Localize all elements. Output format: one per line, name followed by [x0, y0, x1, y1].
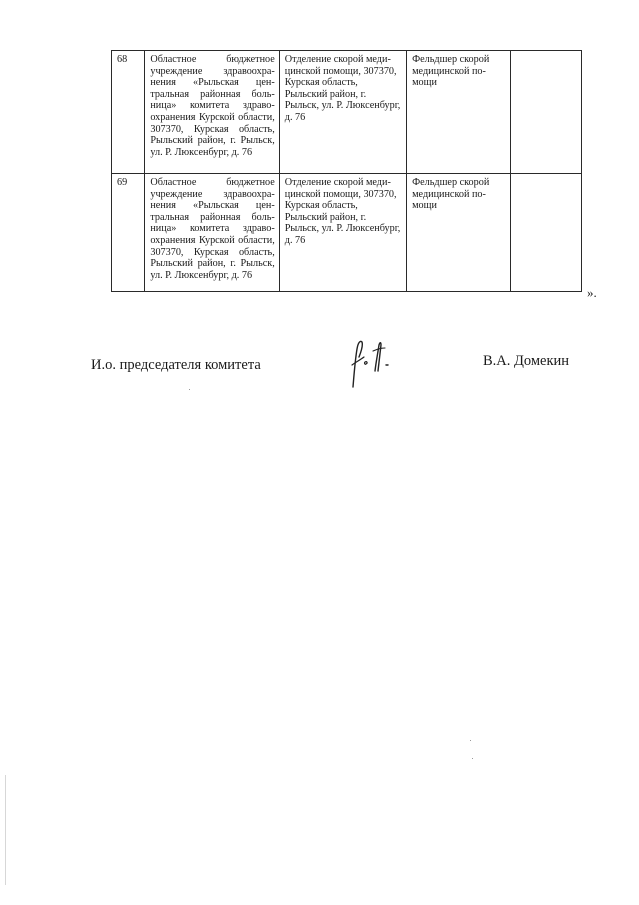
closing-quote: ». — [587, 285, 597, 300]
scan-speck — [472, 758, 473, 759]
row-number: 69 — [112, 174, 145, 292]
organization-cell: Областное бюджетное учреждение здравоохранения «Рыльская центральная районная больница» комитета здравоохранения Курской области, 307370, Курская область, Рыльский район, г. Рыльск, ул. Р. Люксенбург, д. 76 — [145, 51, 279, 174]
signature-icon — [342, 335, 404, 391]
position-cell: Фельдшер скорой медицинской помощи — [407, 51, 511, 174]
department-cell: Отделение скорой медицинской помощи, 307370, Курская область, Рыльский район, г. Рыльск, ул. Р. Люксенбург, д. 76 — [279, 51, 406, 174]
scan-speck — [189, 389, 190, 390]
organization-cell: Областное бюджетное учреждение здравоохранения «Рыльская центральная районная больница» комитета здравоохранения Курской области, 307370, Курская область, Рыльский район, г. Рыльск, ул. Р. Люксенбург, д. 76 — [145, 174, 279, 292]
empty-cell — [511, 174, 582, 292]
scan-edge-line — [5, 775, 6, 885]
signatory-title: И.о. председателя комитета — [91, 357, 261, 373]
signatory-name: В.А. Домекин — [483, 353, 570, 369]
scan-speck — [470, 740, 471, 741]
department-cell: Отделение скорой медицинской помощи, 307370, Курская область, Рыльский район, г. Рыльск, ул. Р. Люксенбург, д. 76 — [279, 174, 406, 292]
document-table — [111, 50, 582, 292]
position-cell: Фельдшер скорой медицинской помощи — [407, 174, 511, 292]
empty-cell — [511, 51, 582, 174]
row-number: 68 — [112, 51, 145, 174]
table-row — [112, 51, 582, 174]
table-row — [112, 174, 582, 292]
